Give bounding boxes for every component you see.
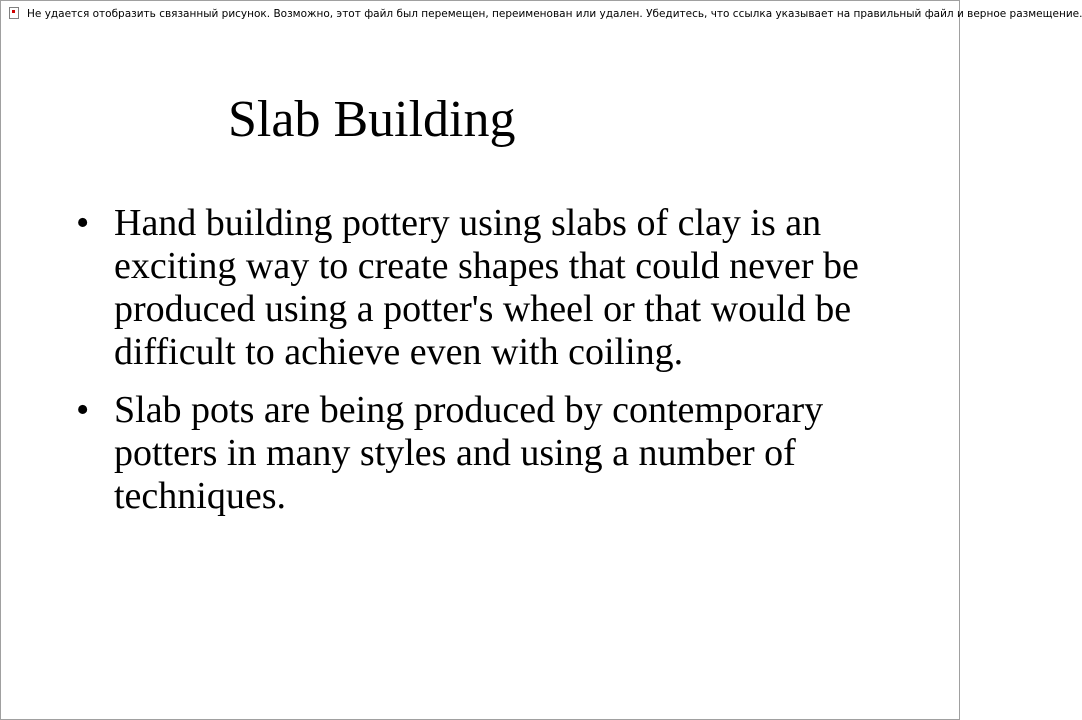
bullet-item xyxy=(76,202,896,374)
broken-image-icon xyxy=(9,7,19,19)
bullet-list xyxy=(76,202,896,533)
broken-image-message: Не удается отобразить связанный рисунок. Возможно, этот файл был перемещен, переименован или удален. Убедитесь, что ссылка указывает на правильный файл и верное размещение. xyxy=(27,8,1082,20)
bullet-text: Hand building pottery using slabs of clay is an exciting way to create shapes that could never be produced using a potter's wheel or that would be difficult to achieve even with coiling. xyxy=(114,202,859,373)
bullet-symbol: • xyxy=(76,202,90,244)
slide-title: Slab Building xyxy=(228,91,516,148)
bullet-text: Slab pots are being produced by contemporary potters in many styles and using a number of techniques. xyxy=(114,389,824,517)
bullet-item xyxy=(76,389,896,518)
bullet-symbol: • xyxy=(76,389,90,431)
